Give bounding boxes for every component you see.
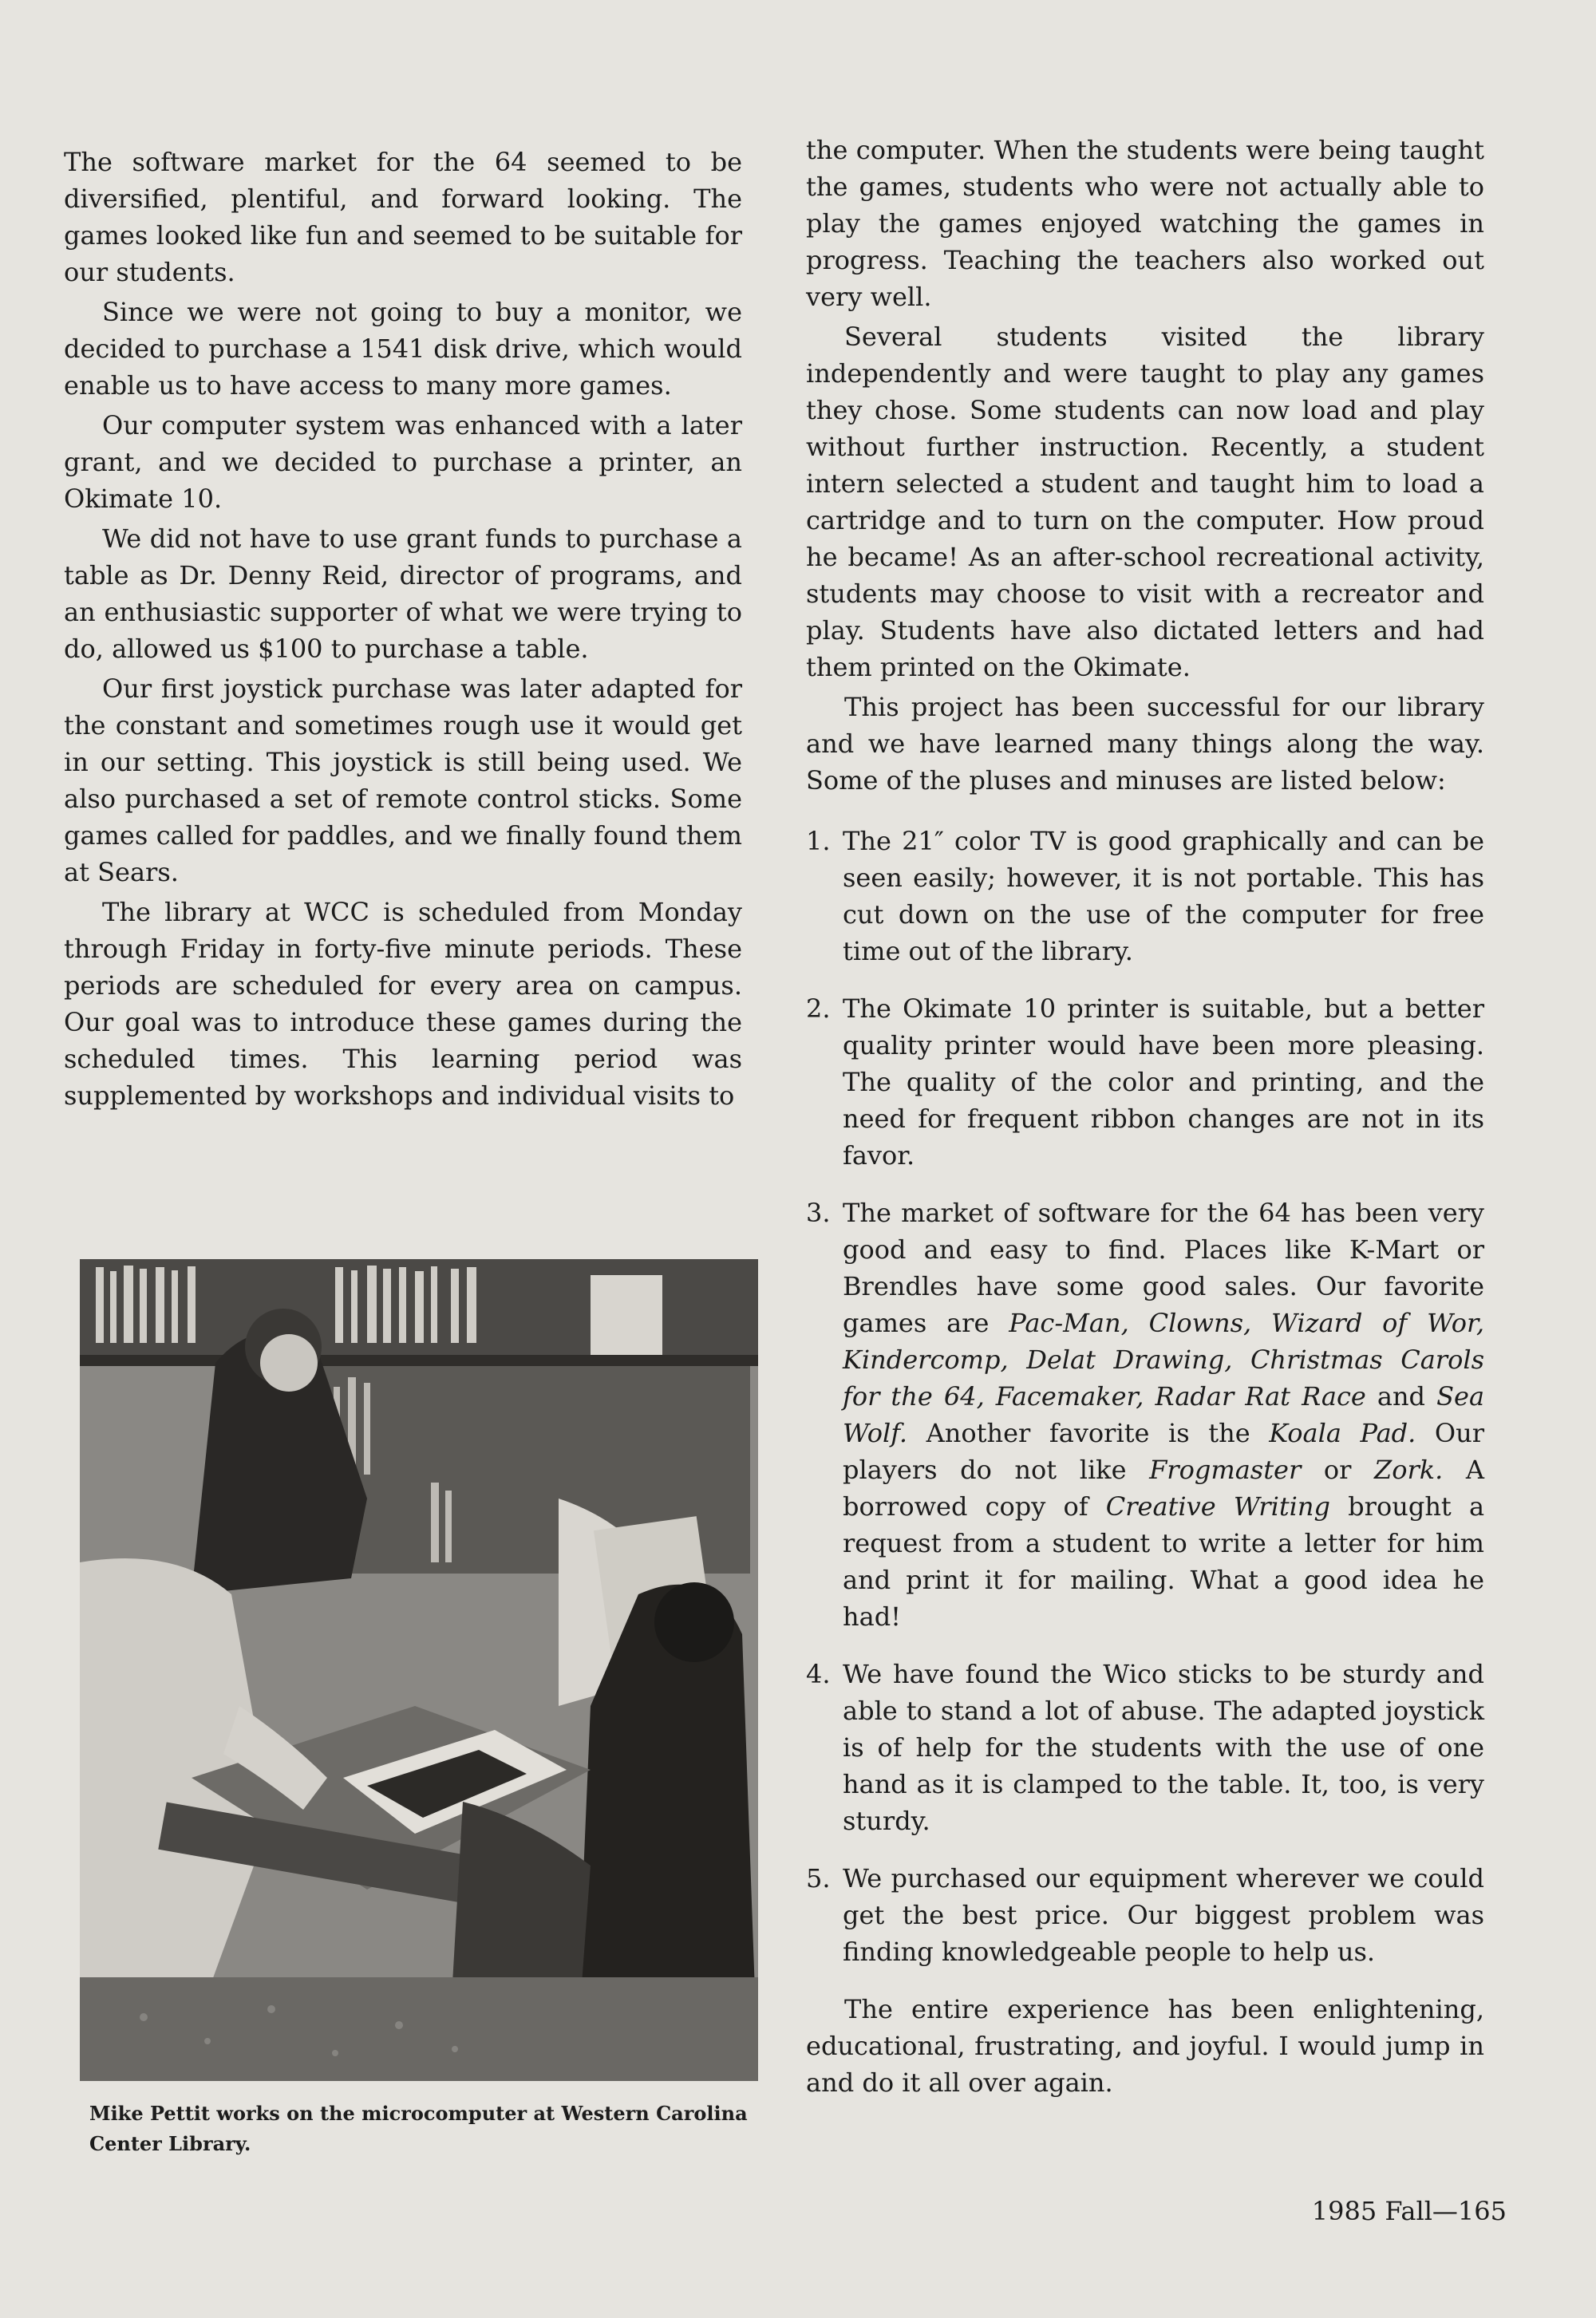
italic-title: Sea Wolf. — [843, 1381, 1485, 1448]
list-item — [806, 1195, 1484, 1635]
photo-caption: Mike Pettit works on the microcomputer at Western Carolina Center Library. — [89, 2102, 748, 2155]
left-column — [64, 144, 742, 1117]
list-number: 1. — [806, 826, 831, 856]
paragraph: the computer. When the students were being taught the games, students who were not actually able to play the games enjoyed watching the games in progress. Teaching the teachers also worked out very well. — [806, 135, 1484, 312]
list-text: The 21″ color TV is good graphically and can be seen easily; however, it is not portable. This has cut down on the use of the computer for free time out of the library. — [843, 826, 1484, 966]
text-run: or — [1301, 1455, 1374, 1485]
list-number: 2. — [806, 993, 831, 1024]
text-run: and — [1365, 1381, 1437, 1412]
right-column — [806, 132, 1484, 2104]
italic-title: Creative Writing — [1105, 1491, 1331, 1522]
paragraph: Our computer system was enhanced with a later grant, and we decided to purchase a printer, an Okimate 10. — [64, 410, 742, 514]
pluses-minuses-list — [806, 823, 1484, 1970]
text-run: A borrowed copy of — [843, 1455, 1485, 1522]
list-item — [806, 1656, 1484, 1839]
list-text: The Okimate 10 printer is suitable, but a better quality printer would have been more pleasing. The quality of the color and printing, and the need for frequent ribbon changes are not in its favor. — [843, 993, 1484, 1171]
paragraph: Several students visited the library independently and were taught to play any games they chose. Some students can now load and play without further instruction. Recently, a student intern selected a student and taught him to load a cartridge and to turn on the computer. How proud he became! As an after-school recreational activity, students may choose to visit with a recreator and play. Students have also dictated letters and had them printed on the Okimate. — [806, 322, 1484, 682]
list-item — [806, 1860, 1484, 1970]
paragraph: The software market for the 64 seemed to be diversified, plentiful, and forward looking. The games looked like fun and seemed to be suitable for our students. — [64, 147, 742, 287]
italic-title: Koala Pad. — [1269, 1418, 1416, 1448]
list-item — [806, 823, 1484, 969]
closing-paragraph: The entire experience has been enlightening, educational, frustrating, and joyful. I would jump in and do it all over again. — [806, 1994, 1484, 2098]
italic-title: Zork. — [1373, 1455, 1444, 1485]
page-folio: 1985 Fall—165 — [1311, 2196, 1507, 2226]
italic-title: Frogmaster — [1149, 1455, 1302, 1485]
list-number: 5. — [806, 1863, 831, 1893]
list-number: 4. — [806, 1659, 831, 1689]
italic-title: Pac-Man, Clowns, Wizard of Wor, Kindercomp, Delat Drawing, Christmas Carols for the 64, Facemaker, Radar Rat Race — [843, 1308, 1485, 1412]
paragraph: This project has been successful for our library and we have learned many things along the way. Some of the pluses and minuses are listed below: — [806, 692, 1484, 796]
paragraph: Since we were not going to buy a monitor, we decided to purchase a 1541 disk drive, which would enable us to have access to many more games. — [64, 297, 742, 401]
paragraph: The library at WCC is scheduled from Monday through Friday in forty-five minute periods. These periods are scheduled for every area on campus. Our goal was to introduce these games during the scheduled times. This learning period was supplemented by workshops and individual visits to — [64, 897, 742, 1111]
photo-illustration — [80, 1259, 758, 2081]
list-text: We have found the Wico sticks to be sturdy and able to stand a lot of abuse. The adapted joystick is of help for the students with the use of one hand as it is clamped to the table. It, too, is very sturdy. — [843, 1659, 1484, 1836]
list-text — [843, 1195, 1484, 1635]
photograph — [80, 1259, 758, 2081]
text-run: The market of software for the 64 has been very good and easy to find. Places like K-Mart or Brendles have some good sales. Our favorite games are — [843, 1198, 1484, 1338]
list-item — [806, 990, 1484, 1174]
paragraph: We did not have to use grant funds to purchase a table as Dr. Denny Reid, director of programs, and an enthusiastic supporter of what we were trying to do, allowed us $100 to purchase a table. — [64, 523, 742, 664]
text-run: Another favorite is the — [907, 1418, 1270, 1448]
text-run: brought a request from a student to write a letter for him and print it for mailing. What a good idea he had! — [843, 1491, 1485, 1632]
paragraph: Our first joystick purchase was later adapted for the constant and sometimes rough use it would get in our setting. This joystick is still being used. We also purchased a set of remote control sticks. Some games called for paddles, and we finally found them at Sears. — [64, 673, 742, 887]
text-run: Our players do not like — [843, 1418, 1485, 1485]
list-number: 3. — [806, 1198, 831, 1228]
list-text: We purchased our equipment wherever we could get the best price. Our biggest problem was finding knowledgeable people to help us. — [843, 1863, 1484, 1967]
